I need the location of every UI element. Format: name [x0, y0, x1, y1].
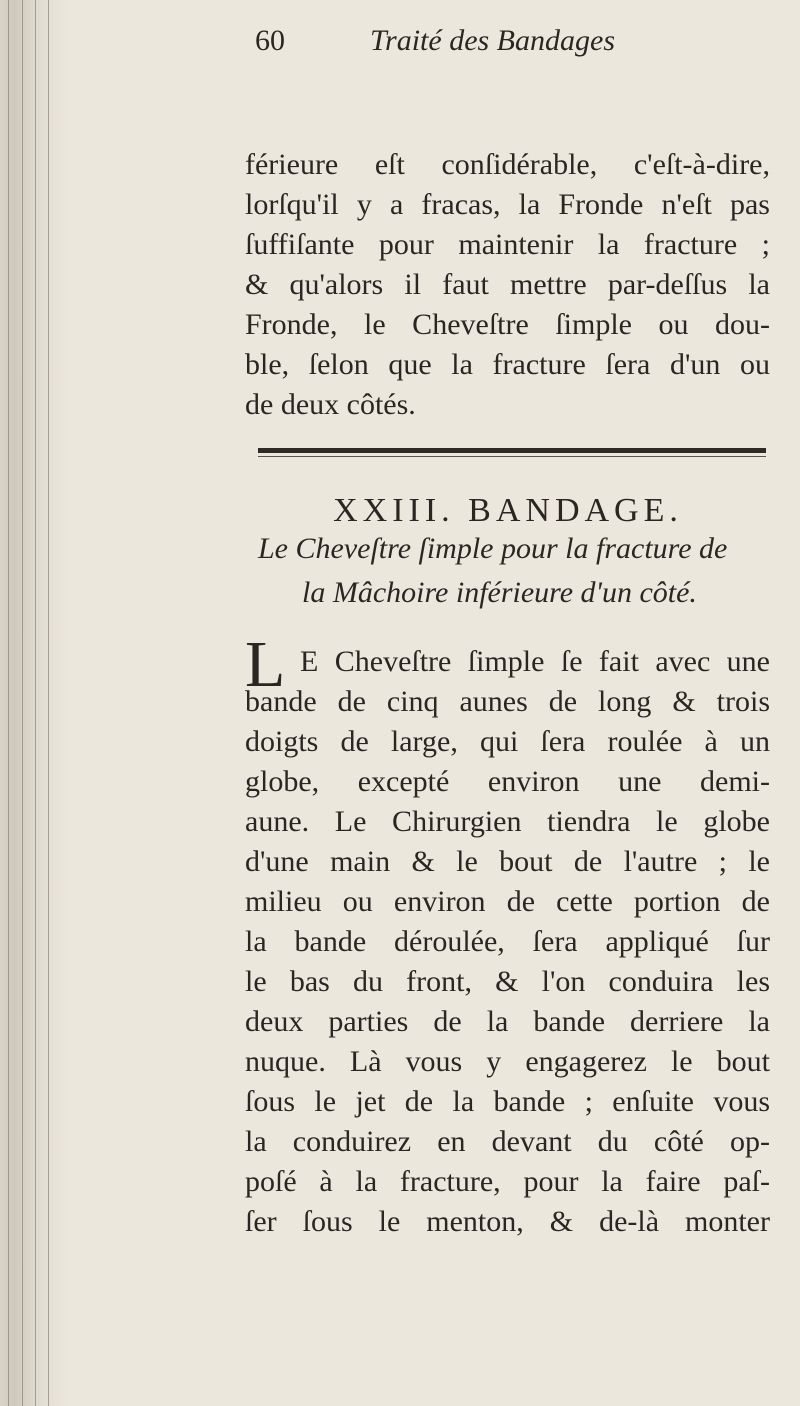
text-line: la conduirez en devant du côté op-: [245, 1125, 770, 1158]
text-line: d'une main & le bout de l'autre ; le: [245, 845, 770, 878]
section-divider-thin: [258, 456, 766, 457]
text-line: globe, excepté environ une demi-: [245, 765, 770, 798]
section-title: XXIII. BANDAGE.: [333, 492, 683, 529]
section-subtitle: la Mâchoire inférieure d'un côté.: [302, 576, 697, 609]
running-title: Traité des Bandages: [370, 24, 615, 57]
text-line: bande de cinq aunes de long & trois: [245, 685, 770, 718]
text-line: ble, ſelon que la fracture ſera d'un ou: [245, 348, 770, 381]
text-line: deux parties de la bande derriere la: [245, 1005, 770, 1038]
text-line: E Cheveſtre ſimple ſe fait avec une: [300, 645, 770, 678]
text-line: ſous le jet de la bande ; enſuite vous: [245, 1085, 770, 1118]
page-number: 60: [255, 24, 285, 57]
page-edge-shadow: [0, 0, 70, 1406]
text-line: la bande déroulée, ſera appliqué ſur: [245, 925, 770, 958]
text-line: milieu ou environ de cette portion de: [245, 885, 770, 918]
section-divider: [258, 448, 766, 453]
text-line: & qu'alors il faut mettre par-deſſus la: [245, 268, 770, 301]
text-line: de deux côtés.: [245, 388, 416, 421]
text-line: lorſqu'il y a fracas, la Fronde n'eſt pas: [245, 188, 770, 221]
text-line: le bas du front, & l'on conduira les: [245, 965, 770, 998]
text-line: aune. Le Chirurgien tiendra le globe: [245, 805, 770, 838]
text-line: férieure eſt conſidérable, c'eſt-à-dire,: [245, 148, 770, 181]
text-line: ſer ſous le menton, & de-là monter: [245, 1205, 770, 1238]
section-subtitle: Le Cheveſtre ſimple pour la fracture de: [258, 532, 728, 565]
drop-cap: L: [245, 628, 286, 701]
text-line: poſé à la fracture, pour la faire paſ-: [245, 1165, 770, 1198]
text-line: Fronde, le Cheveſtre ſimple ou dou-: [245, 308, 770, 341]
text-line: doigts de large, qui ſera roulée à un: [245, 725, 770, 758]
text-line: nuque. Là vous y engagerez le bout: [245, 1045, 770, 1078]
text-line: ſuffiſante pour maintenir la fracture ;: [245, 228, 770, 261]
